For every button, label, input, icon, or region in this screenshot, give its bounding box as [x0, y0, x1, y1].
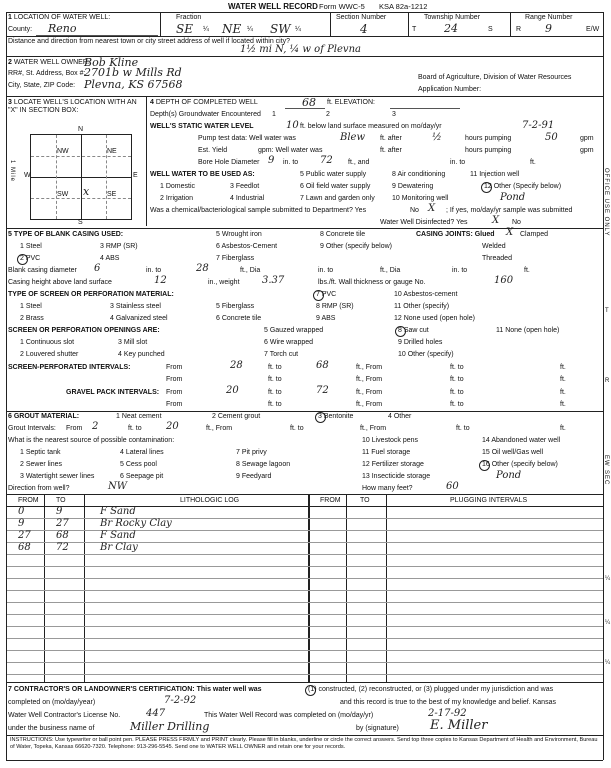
- grout-ft-from: ft., From: [206, 425, 233, 432]
- use-10: 10 Monitoring well: [392, 195, 449, 202]
- gw-2: 2: [326, 111, 330, 118]
- est-gpm-2: gpm: [580, 147, 594, 154]
- quarter-2: ¼: [247, 26, 253, 33]
- groundwater-label: Depth(s) Groundwater Encountered: [150, 111, 261, 118]
- weight-value: 3.37: [262, 275, 285, 286]
- screen-9: 9 ABS: [316, 315, 336, 322]
- open-5: 5 Gauzed wrapped: [264, 327, 324, 334]
- log-row-3-from: 27: [18, 530, 31, 541]
- diam-to: 28: [196, 263, 209, 274]
- casing-7: 7 Fiberglass: [216, 255, 255, 262]
- casing-5: 5 Wrought iron: [216, 231, 262, 238]
- plug-from-header: FROM: [320, 497, 341, 504]
- contam-other-value: Pond: [496, 470, 522, 481]
- contam-2: 2 Sewer lines: [20, 461, 63, 468]
- casing-6: 6 Asbestos-Cement: [216, 243, 278, 250]
- diam-ft: ft.: [524, 267, 530, 274]
- casing-8: 8 Concrete tile: [320, 231, 366, 238]
- license-label: Water Well Contractor's License No.: [8, 712, 121, 719]
- casing-9: 9 Other (specify below): [320, 243, 392, 250]
- contam-12: 12 Fertilizer storage: [362, 461, 424, 468]
- mile-label: 1 Mile: [9, 160, 15, 183]
- grout-ft-to-3: ft. to: [456, 425, 470, 432]
- contam-13: 13 Insecticide storage: [362, 473, 431, 480]
- contam-14: 14 Abandoned water well: [482, 437, 561, 444]
- se-label: SE: [107, 191, 117, 198]
- township-label: Township Number: [424, 14, 481, 21]
- township-number: 24: [444, 22, 458, 35]
- weight-label: in., weight: [208, 279, 240, 286]
- casing-label: 5 TYPE OF BLANK CASING USED:: [8, 231, 124, 238]
- gravel-to-3: ft. to: [450, 401, 464, 408]
- use-1: 1 Domestic: [160, 183, 196, 190]
- business-name: Miller Drilling: [130, 720, 210, 733]
- gravel-ft-from: ft., From: [356, 389, 383, 396]
- gravel-from-label: From: [166, 389, 183, 396]
- casing-3: 3 RMP (SR): [100, 243, 138, 250]
- side-q1: ¼: [605, 576, 611, 582]
- gauge-value: 160: [494, 275, 514, 286]
- side-r: R: [605, 378, 610, 384]
- gravel-to-2: ft. to: [450, 389, 464, 396]
- city-label: City, State, ZIP Code:: [8, 82, 76, 89]
- log-row-4-desc: Br Clay: [100, 542, 138, 553]
- perf-from-label-2: From: [166, 376, 183, 383]
- static-value: 10: [286, 120, 299, 131]
- gravel-to-label: ft. to: [268, 389, 282, 396]
- diam-in-to-2: in. to: [318, 267, 334, 274]
- casing-clamped: Clamped: [520, 231, 549, 238]
- disinfected-x: X: [492, 215, 500, 226]
- section-1-label: 1 LOCATION OF WATER WELL:: [8, 14, 111, 21]
- screen-label: TYPE OF SCREEN OR PERFORATION MATERIAL:: [8, 291, 174, 298]
- gravel-to: 72: [316, 385, 329, 396]
- pump-hours: ½: [432, 132, 442, 143]
- quarter-3: ¼: [295, 26, 301, 33]
- use-3: 3 Feedlot: [230, 183, 260, 190]
- owner-name: Bob Kline: [84, 56, 139, 69]
- range-ew: E/W: [586, 26, 600, 33]
- static-date: 7-2-91: [522, 120, 555, 131]
- open-9: 9 Drilled holes: [398, 339, 443, 346]
- grout-int-label: Grout Intervals:: [8, 425, 56, 432]
- form-number: Form WWC-5: [319, 2, 365, 11]
- hours-pumping-label: hours pumping: [465, 135, 512, 142]
- range-label: Range Number: [525, 14, 573, 21]
- contam-6: 6 Seepage pit: [120, 473, 164, 480]
- form-title: WATER WELL RECORD: [228, 2, 318, 11]
- use-8: 8 Air conditioning: [392, 171, 446, 178]
- license-number: 447: [146, 708, 166, 719]
- grout-ft-to-2: ft. to: [290, 425, 304, 432]
- perf-ft-from: ft., From: [356, 364, 383, 371]
- grout-ft-to: ft. to: [128, 425, 142, 432]
- bore-to: 72: [320, 155, 333, 166]
- south-label: S: [78, 219, 83, 226]
- range-number: 9: [545, 22, 552, 35]
- side-ew: EW: [603, 455, 609, 467]
- disinfected-no: No: [512, 219, 521, 226]
- owner-address: 2701b w Mills Rd: [84, 66, 182, 79]
- diam-label: Blank casing diameter: [8, 267, 77, 274]
- casing-threaded: Threaded: [482, 255, 512, 262]
- grout-from: 2: [92, 421, 99, 432]
- est-hours: hours pumping: [465, 147, 512, 154]
- direction-value: NW: [108, 481, 128, 492]
- perf-to-label-2: ft. to: [268, 376, 282, 383]
- contam-8: 8 Sewage lagoon: [236, 461, 291, 468]
- signature: E. Miller: [430, 718, 488, 733]
- pump-after: ft. after: [380, 135, 402, 142]
- contam-9: 9 Feedyard: [236, 473, 272, 480]
- openings-label: SCREEN OR PERFORATION OPENINGS ARE:: [8, 327, 160, 334]
- instructions: INSTRUCTIONS: Use typewriter or ball point pen. PLEASE PRESS FIRMLY and PRINT clearly. Please fill in blanks, underline or circle the correct answers. Send top three copies to Kansas Department of Health and Environment, Bureau of Water, Topeka, Kansas 66620-7320. Telephone: 913-296-5545. Send one to WATER WELL OWNER and retain one for your records.: [10, 737, 598, 750]
- section-2-label: 2 WATER WELL OWNER:: [8, 59, 90, 66]
- office-use-label: OFFICE USE ONLY: [603, 168, 609, 237]
- perf-ft-2: ft.: [560, 376, 566, 383]
- county-value: Reno: [48, 22, 77, 35]
- pump-label: Pump test data: Well water was: [198, 135, 296, 142]
- section-box: [30, 134, 132, 220]
- direction-label: Direction from well?: [8, 485, 70, 492]
- section-number: 4: [360, 22, 368, 36]
- perf-ft: ft.: [560, 364, 566, 371]
- open-8: 8 Saw cut: [398, 327, 429, 334]
- casing-4: 4 ABS: [100, 255, 120, 262]
- casing-2: 2 PVC: [20, 255, 41, 262]
- address-label: RR#, St. Address, Box #:: [8, 70, 86, 77]
- perf-from: 28: [230, 360, 243, 371]
- section-3-label: 3 LOCATE WELL'S LOCATION WITH AN "X" IN SECTION BOX:: [8, 99, 137, 114]
- grout-4: 4 Other: [388, 413, 412, 420]
- grout-label: 6 GROUT MATERIAL:: [8, 413, 80, 420]
- bore-and: ft., and: [348, 159, 370, 166]
- log-from-header: FROM: [18, 497, 39, 504]
- perf-to-2: ft. to: [450, 364, 464, 371]
- fraction-3: SW: [270, 22, 291, 36]
- gravel-from-label-2: From: [166, 401, 183, 408]
- log-row-3-desc: F Sand: [100, 530, 136, 541]
- chem-x: X: [428, 203, 436, 214]
- diam-in-to: in. to: [146, 267, 162, 274]
- perf-to-label: ft. to: [268, 364, 282, 371]
- side-t: T: [605, 308, 609, 314]
- use-9: 9 Dewatering: [392, 183, 434, 190]
- grout-ft-from-2: ft., From: [360, 425, 387, 432]
- gpm-label: gpm: [580, 135, 594, 142]
- record-label: This Water Well Record was completed on (mo/day/yr): [204, 712, 374, 719]
- grout-3: 3 Bentonite: [318, 413, 354, 420]
- use-4: 4 Industrial: [230, 195, 265, 202]
- signature-label: by (signature): [356, 725, 399, 732]
- screen-5: 5 Fiberglass: [216, 303, 255, 310]
- west-label: W: [24, 172, 31, 179]
- bore-ft: ft.: [530, 159, 536, 166]
- height-label: Casing height above land surface: [8, 279, 112, 286]
- plug-to-header: TO: [360, 497, 370, 504]
- use-2: 2 Irrigation: [160, 195, 194, 202]
- litho-header: LITHOLOGIC LOG: [180, 497, 240, 504]
- side-sec: SEC: [603, 470, 609, 486]
- est-yield-label: Est. Yield: [198, 147, 228, 154]
- screen-12: 12 None used (open hole): [394, 315, 475, 322]
- contam-15: 15 Oil well/Gas well: [482, 449, 544, 456]
- diam-value: 6: [94, 263, 101, 274]
- elevation-label: ft. ELEVATION:: [327, 99, 375, 106]
- gravel-ft: ft.: [560, 389, 566, 396]
- grout-to: 20: [166, 421, 179, 432]
- log-row-1-from: 0: [18, 506, 25, 517]
- open-10: 10 Other (specify): [398, 351, 454, 358]
- business-label: under the business name of: [8, 725, 95, 732]
- howmany-value: 60: [446, 481, 459, 492]
- gravel-ft-2: ft.: [560, 401, 566, 408]
- open-6: 6 Wire wrapped: [264, 339, 314, 346]
- log-row-3-to: 68: [56, 530, 69, 541]
- bore-label: Bore Hole Diameter: [198, 159, 260, 166]
- east-label: E: [133, 172, 138, 179]
- owner-city: Plevna, KS 67568: [84, 78, 183, 91]
- depth-value: 68: [302, 96, 316, 109]
- use-other-value: Pond: [500, 192, 526, 203]
- gravel-ft-from-2: ft., From: [356, 401, 383, 408]
- screen-6: 6 Concrete tile: [216, 315, 262, 322]
- log-row-4-from: 68: [18, 542, 31, 553]
- gauge-label: lbs./ft. Wall thickness or gauge No.: [318, 279, 426, 286]
- perf-to-3: ft. to: [450, 376, 464, 383]
- casing-joints: CASING JOINTS: Glued: [416, 231, 495, 238]
- screen-3: 3 Stainless steel: [110, 303, 161, 310]
- est-after: ft. after: [380, 147, 402, 154]
- est-gpm: gpm: Well water was: [258, 147, 323, 154]
- gravel-label: GRAVEL PACK INTERVALS:: [66, 389, 160, 396]
- contam-1: 1 Septic tank: [20, 449, 61, 456]
- log-to-header: TO: [56, 497, 66, 504]
- side-q2: ¼: [605, 620, 611, 626]
- disinfected-q: Water Well Disinfected? Yes: [380, 219, 468, 226]
- screen-4: 4 Galvanized steel: [110, 315, 168, 322]
- screen-2: 2 Brass: [20, 315, 44, 322]
- contam-question: What is the nearest source of possible contamination:: [8, 437, 175, 444]
- use-5: 5 Public water supply: [300, 171, 367, 178]
- perf-label: SCREEN-PERFORATED INTERVALS:: [8, 364, 131, 371]
- howmany-label: How many feet?: [362, 485, 413, 492]
- gw-1: 1: [272, 111, 276, 118]
- diam-ft-dia: ft., Dia: [240, 267, 261, 274]
- cert-label: 7 CONTRACTOR'S OR LANDOWNER'S CERTIFICATION: This water well was: [8, 686, 262, 693]
- screen-10: 10 Asbestos-cement: [394, 291, 458, 298]
- use-7: 7 Lawn and garden only: [300, 195, 375, 202]
- static-label: WELL'S STATIC WATER LEVEL: [150, 123, 254, 130]
- distance-label: Distance and direction from nearest town or city street address of well if located within city?: [8, 38, 291, 45]
- ne-label: NE: [107, 148, 117, 155]
- gw-3: 3: [392, 111, 396, 118]
- gravel-from: 20: [226, 385, 239, 396]
- pump-value: Blew: [340, 132, 366, 143]
- perf-from-label: From: [166, 364, 183, 371]
- fraction-1: SE: [176, 22, 193, 36]
- use-11: 11 Injection well: [470, 171, 520, 178]
- plug-header: PLUGGING INTERVALS: [450, 497, 528, 504]
- north-label: N: [78, 126, 84, 133]
- well-x-mark: x: [83, 185, 90, 198]
- contam-16: 16 Other (specify below): [482, 461, 558, 468]
- township-t: T: [412, 26, 417, 33]
- chem-if-yes: ; If yes, mo/day/yr sample was submitted: [446, 207, 573, 214]
- use-12: 12 Other (Specify below): [484, 183, 562, 190]
- contam-10: 10 Livestock pens: [362, 437, 419, 444]
- grout-ft: ft.: [560, 425, 566, 432]
- fraction-2: NE: [222, 22, 242, 36]
- diam-in-to-3: in. to: [452, 267, 468, 274]
- chem-question: Was a chemical/bacteriological sample submitted to Department? Yes: [150, 207, 367, 214]
- log-row-2-from: 9: [18, 518, 25, 529]
- bore-in-to-2: in. to: [450, 159, 466, 166]
- static-text: ft. below land surface measured on mo/day/yr: [300, 123, 442, 130]
- height-value: 12: [154, 275, 167, 286]
- sw-label: SW: [57, 191, 69, 198]
- log-row-4-to: 72: [56, 542, 69, 553]
- board-name: Board of Agriculture, Division of Water Resources: [418, 74, 572, 81]
- section-number-label: Section Number: [336, 14, 387, 21]
- open-11: 11 None (open hole): [496, 327, 560, 334]
- range-r: R: [516, 26, 522, 33]
- contam-5: 5 Cess pool: [120, 461, 157, 468]
- nw-label: NW: [57, 148, 69, 155]
- screen-8: 8 RMP (SR): [316, 303, 354, 310]
- perf-ft-from-2: ft., From: [356, 376, 383, 383]
- contam-11: 11 Fuel storage: [362, 449, 411, 456]
- record-date: 2-17-92: [428, 708, 467, 719]
- township-s: S: [488, 26, 493, 33]
- grout-1: 1 Neat cement: [116, 413, 162, 420]
- open-4: 4 Key punched: [118, 351, 165, 358]
- grout-from-label: From: [66, 425, 83, 432]
- open-2: 2 Louvered shutter: [20, 351, 79, 358]
- log-row-2-to: 27: [56, 518, 69, 529]
- log-row-1-to: 9: [56, 506, 63, 517]
- use-6: 6 Oil field water supply: [300, 183, 371, 190]
- joints-x: X: [506, 227, 514, 238]
- log-row-1-desc: F Sand: [100, 506, 136, 517]
- chem-no: No: [410, 207, 419, 214]
- screen-1: 1 Steel: [20, 303, 42, 310]
- completed-date: 7-2-92: [164, 695, 197, 706]
- cert-options: (1) constructed, (2) reconstructed, or (3) plugged under my jurisdiction and was: [308, 686, 554, 693]
- cert-true-text: and this record is true to the best of my knowledge and belief. Kansas: [340, 699, 556, 706]
- log-row-2-desc: Br Rocky Clay: [100, 518, 172, 529]
- contam-7: 7 Pit privy: [236, 449, 267, 456]
- bore-value: 9: [268, 155, 275, 166]
- grout-2: 2 Cement grout: [212, 413, 261, 420]
- fraction-label: Fraction: [176, 14, 202, 21]
- gravel-to-label-2: ft. to: [268, 401, 282, 408]
- contam-4: 4 Lateral lines: [120, 449, 164, 456]
- side-q3: ¼: [605, 660, 611, 666]
- distance-value: 1½ mi N, ¼ w of Plevna: [240, 44, 361, 55]
- county-label: County:: [8, 26, 33, 33]
- screen-11: 11 Other (specify): [394, 303, 450, 310]
- diam-ft-dia-2: ft., Dia: [380, 267, 401, 274]
- casing-1: 1 Steel: [20, 243, 42, 250]
- open-3: 3 Mill slot: [118, 339, 148, 346]
- depth-label: 4 DEPTH OF COMPLETED WELL: [150, 99, 258, 106]
- perf-to: 68: [316, 360, 329, 371]
- open-7: 7 Torch cut: [264, 351, 299, 358]
- contam-3: 3 Watertight sewer lines: [20, 473, 95, 480]
- bore-in-to: in. to: [283, 159, 299, 166]
- application-label: Application Number:: [418, 86, 482, 93]
- screen-7: 7 PVC: [316, 291, 337, 298]
- ksa-ref: KSA 82a-1212: [379, 2, 428, 11]
- completed-label: completed on (mo/day/year): [8, 699, 96, 706]
- gpm-value: 50: [545, 132, 558, 143]
- use-label: WELL WATER TO BE USED AS:: [150, 171, 255, 178]
- casing-welded: Welded: [482, 243, 506, 250]
- quarter-1: ¼: [203, 26, 209, 33]
- open-1: 1 Continuous slot: [20, 339, 75, 346]
